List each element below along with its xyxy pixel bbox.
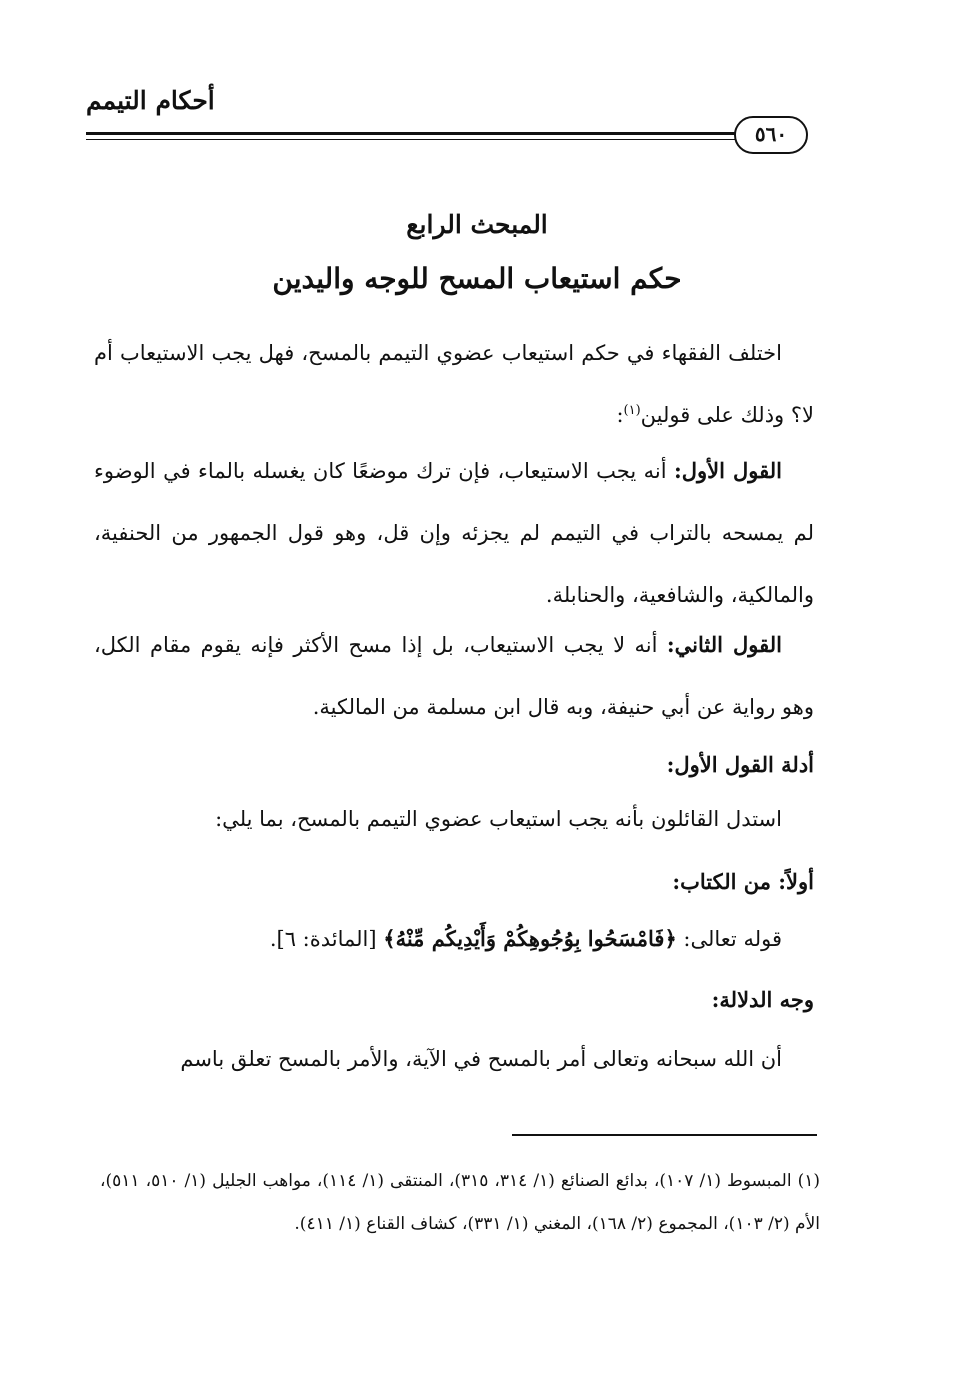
page-number: ٥٦٠ xyxy=(734,116,808,154)
running-title: أحكام التيمم xyxy=(86,86,215,115)
quran-verse: ﴿فَامْسَحُوا بِوُجُوهِكُمْ وَأَيْدِيكُم مِّنْهُ﴾ xyxy=(383,926,677,951)
opinion-one-label: القول الأول: xyxy=(673,458,782,483)
opinion-two-text: أنه لا يجب الاستيعاب، بل إذا مسح الأكثر فإنه يقوم مقام الكل، وهو رواية عن أبي حنيفة، وبه قال ابن مسلمة من المالكية. xyxy=(94,633,814,719)
opinion-one-text: أنه يجب الاستيعاب، فإن ترك موضعًا كان يغسله بالماء في الوضوء لم يمسحه بالتراب في التيمم لم يجزئه وإن قل، وهو قول الجمهور من الحنفية، والمالكية، والشافعية، والحنابلة. xyxy=(94,459,814,607)
opinion-two-label: القول الثاني: xyxy=(666,632,782,657)
intro-paragraph xyxy=(94,322,814,446)
section-label: المبحث الرابع xyxy=(406,210,548,239)
opinion-one-paragraph xyxy=(94,440,814,626)
section-title: حكم استيعاب المسح للوجه واليدين xyxy=(272,262,682,295)
book-heading: أولاً: من الكتاب: xyxy=(672,869,814,894)
verse-paragraph xyxy=(94,908,814,970)
verse-reference: [المائدة: ٦]. xyxy=(269,927,384,951)
intro-tail: : xyxy=(616,403,624,427)
intro-text: اختلف الفقهاء في حكم استيعاب عضوي التيمم بالمسح، فهل يجب الاستيعاب أم لا؟ وذلك على قولين xyxy=(94,341,814,427)
opinion-two-paragraph xyxy=(94,614,814,738)
evidence-intro: استدل القائلون بأنه يجب استيعاب عضوي التيمم بالمسح، بما يلي: xyxy=(215,807,782,831)
inference-text: أن الله سبحانه وتعالى أمر بالمسح في الآية، والأمر بالمسح تعلق باسم xyxy=(180,1047,782,1071)
footnote-separator xyxy=(512,1134,817,1136)
footnote: (١) المبسوط (١/ ١٠٧)، بدائع الصنائع (١/ ٣١٤، ٣١٥)، المنتقى (١/ ١١٤)، مواهب الجليل (١/ ٥١٠، ٥١١)، الأم (٢/ ١٠٣)، المجموع (٢/ ١٦٨)، المغني (١/ ٣٣١)، كشاف القناع (١/ ٤١١). xyxy=(100,1171,821,1234)
header-rule-thin xyxy=(86,139,736,140)
header-rule-thick xyxy=(86,132,736,135)
verse-prefix: قوله تعالى: xyxy=(676,927,782,951)
inference-heading: وجه الدلالة: xyxy=(711,987,814,1012)
footnote-ref[interactable]: (١) xyxy=(623,403,641,418)
evidence-heading: أدلة القول الأول: xyxy=(666,752,814,777)
